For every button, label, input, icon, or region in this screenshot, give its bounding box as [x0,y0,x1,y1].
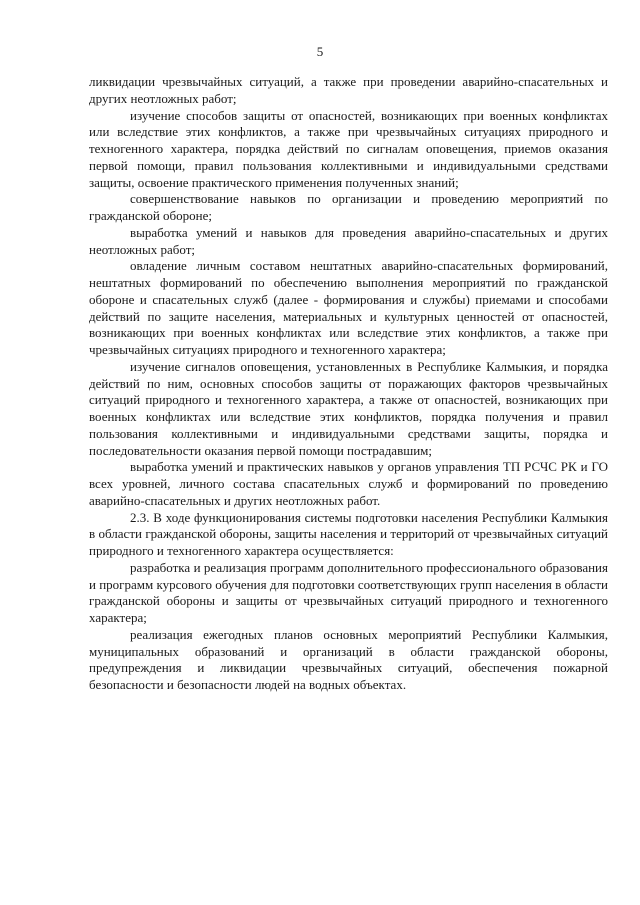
paragraph-education-programs: разработка и реализация программ дополнительного профессионального образования и программ курсового обучения для подготовки соответствующих групп населения в области гражданской обороны и защиты от чрезвычайных ситуаций природного и техногенного характера; [89,559,608,625]
paragraph-personnel-training: овладение личным составом нештатных аварийно-спасательных формирований, нештатных формирований по обеспечению выполнения мероприятий по гражданской обороне и спасательных служб (далее - формирования и службы) приемами и способами действий по защите населения, материальных и культурных ценностей от опасностей, возникающих при военных конфликтах или вследствие этих конфликтов, а также при чрезвычайных ситуациях природного и техногенного характера; [89,258,608,357]
paragraph-warning-signals: изучение сигналов оповещения, установленных в Республике Калмыкия, и порядка действий по ним, основных способов защиты от поражающих факторов чрезвычайных ситуаций природного и техногенного характера, а также от опасностей, возникающих при военных конфликтах или вследствие этих конфликтов, порядка получения и правил пользования коллективными и индивидуальными средствами защиты, порядка и последовательности оказания первой помощи пострадавшим; [89,358,608,458]
paragraph-skills-improvement: совершенствование навыков по организации и проведению мероприятий по гражданской обороне; [89,191,608,223]
paragraph-continuation: ликвидации чрезвычайных ситуаций, а также при проведении аварийно-спасательных и других неотложных работ; [89,74,608,106]
paragraph-rescue-skills: выработка умений и навыков для проведения аварийно-спасательных и других неотложных работ; [89,224,608,257]
paragraph-management-skills: выработка умений и практических навыков у органов управления ТП РСЧС РК и ГО всех уровней, личного состава спасательных служб и формирований по проведению аварийно-спасательных и других неотложных работ. [89,459,608,508]
paragraph-section-2-3: 2.3. В ходе функционирования системы подготовки населения Республики Калмыкия в области гражданской обороны, защиты населения и территорий от чрезвычайных ситуаций природного и техногенного характера осуществляется: [89,509,608,558]
paragraph-protection-methods: изучение способов защиты от опасностей, возникающих при военных конфликтах или вследствие этих конфликтов, а также при чрезвычайных ситуациях природного и техногенного характера, порядка действий по сигналам оповещения, приемов оказания первой помощи, правил пользования коллективными и индивидуальными средствами защиты, освоение практического применения полученных знаний; [89,107,608,190]
document-body [89,74,608,694]
paragraph-annual-plans: реализация ежегодных планов основных мероприятий Республики Калмыкия, муниципальных образований и организаций в области гражданской обороны, предупреждения и ликвидации чрезвычайных ситуаций, обеспечения пожарной безопасности и безопасности людей на водных объектах. [89,626,608,692]
page-number: 5 [316,44,324,59]
